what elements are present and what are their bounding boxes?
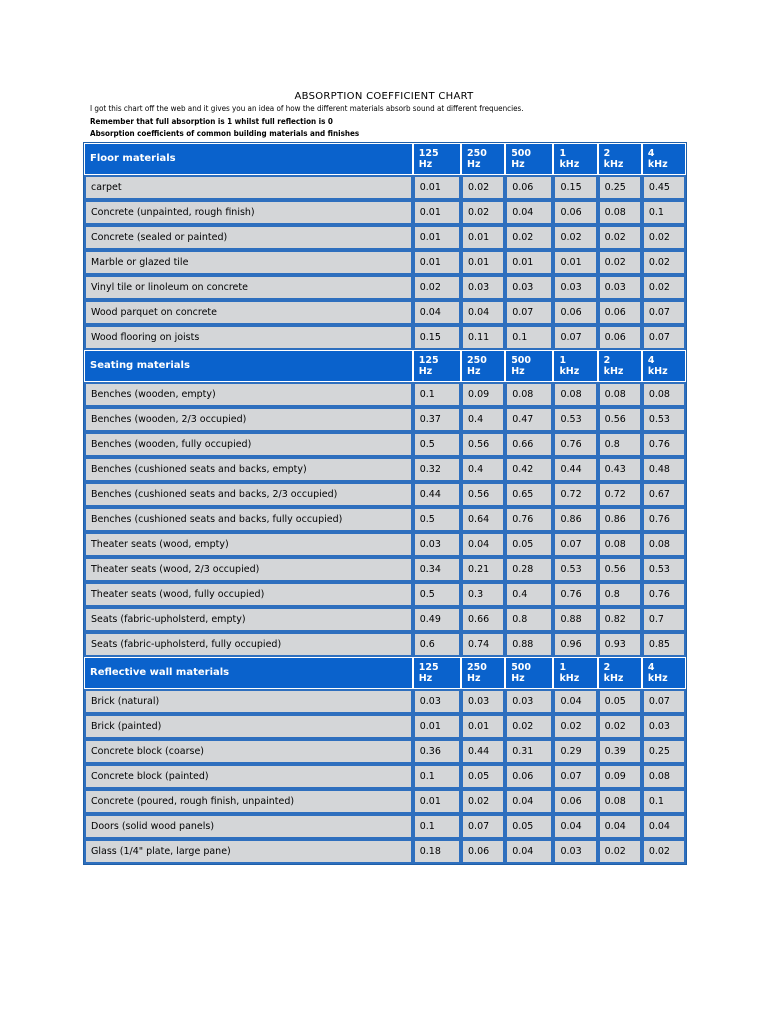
material-name: Doors (solid wood panels) <box>84 814 413 839</box>
frequency-header <box>461 350 505 382</box>
frequency-value: 1 <box>559 147 567 159</box>
coefficient-cell: 0.08 <box>642 532 686 557</box>
coefficient-cell: 0.04 <box>461 300 505 325</box>
coefficient-cell: 0.02 <box>642 839 686 864</box>
intro-line-2: Remember that full absorption is 1 whilst full reflection is 0 <box>90 116 333 126</box>
coefficient-cell: 0.04 <box>553 689 597 714</box>
table-row <box>84 689 686 714</box>
coefficient-cell: 0.03 <box>505 689 553 714</box>
coefficient-cell: 0.37 <box>413 407 461 432</box>
coefficient-cell: 0.32 <box>413 457 461 482</box>
table-row <box>84 607 686 632</box>
frequency-unit: kHz <box>559 366 580 377</box>
material-name: Vinyl tile or linoleum on concrete <box>84 275 413 300</box>
coefficient-cell: 0.76 <box>642 507 686 532</box>
frequency-unit: kHz <box>603 673 624 684</box>
material-name: Concrete (poured, rough finish, unpainted) <box>84 789 413 814</box>
table-row <box>84 175 686 200</box>
frequency-value: 500 <box>511 147 532 159</box>
coefficient-cell: 0.6 <box>413 632 461 657</box>
coefficient-cell: 0.05 <box>461 764 505 789</box>
frequency-value: 125 <box>418 147 439 159</box>
material-name: Marble or glazed tile <box>84 250 413 275</box>
coefficient-cell: 0.02 <box>553 714 597 739</box>
section-title: Seating materials <box>84 350 413 382</box>
frequency-unit: Hz <box>511 159 525 170</box>
coefficient-cell: 0.34 <box>413 557 461 582</box>
coefficient-cell: 0.01 <box>461 225 505 250</box>
section-header-row <box>84 143 686 175</box>
coefficient-cell: 0.02 <box>642 250 686 275</box>
coefficient-cell: 0.04 <box>505 839 553 864</box>
frequency-header <box>553 350 597 382</box>
coefficient-cell: 0.02 <box>505 225 553 250</box>
coefficient-cell: 0.76 <box>642 582 686 607</box>
coefficient-cell: 0.43 <box>598 457 642 482</box>
frequency-unit: Hz <box>511 673 525 684</box>
frequency-unit: kHz <box>647 673 668 684</box>
frequency-unit: Hz <box>418 159 433 170</box>
coefficient-cell: 0.08 <box>598 200 642 225</box>
coefficient-cell: 0.01 <box>413 175 461 200</box>
material-name: Benches (wooden, empty) <box>84 382 413 407</box>
coefficient-cell: 0.08 <box>598 789 642 814</box>
coefficient-cell: 0.36 <box>413 739 461 764</box>
coefficient-cell: 0.03 <box>553 839 597 864</box>
coefficient-cell: 0.03 <box>413 532 461 557</box>
frequency-unit: kHz <box>647 159 668 170</box>
coefficient-cell: 0.53 <box>553 557 597 582</box>
intro-text <box>90 103 524 141</box>
table-row <box>84 714 686 739</box>
coefficient-cell: 0.1 <box>413 814 461 839</box>
material-name: Benches (wooden, fully occupied) <box>84 432 413 457</box>
coefficient-cell: 0.02 <box>598 225 642 250</box>
coefficient-cell: 0.03 <box>598 275 642 300</box>
frequency-unit: Hz <box>418 673 433 684</box>
coefficient-cell: 0.76 <box>505 507 553 532</box>
coefficient-cell: 0.53 <box>553 407 597 432</box>
frequency-value: 2 <box>603 661 611 673</box>
coefficient-cell: 0.03 <box>413 689 461 714</box>
coefficient-cell: 0.01 <box>413 200 461 225</box>
coefficient-cell: 0.07 <box>505 300 553 325</box>
coefficient-cell: 0.02 <box>461 789 505 814</box>
coefficient-cell: 0.07 <box>642 689 686 714</box>
frequency-unit: Hz <box>467 366 481 377</box>
coefficient-cell: 0.07 <box>642 325 686 350</box>
coefficient-cell: 0.04 <box>598 814 642 839</box>
coefficient-cell: 0.82 <box>598 607 642 632</box>
section-header-row <box>84 657 686 689</box>
coefficient-cell: 0.49 <box>413 607 461 632</box>
coefficient-cell: 0.07 <box>461 814 505 839</box>
coefficient-cell: 0.02 <box>505 714 553 739</box>
coefficient-cell: 0.07 <box>553 764 597 789</box>
frequency-value: 4 <box>647 147 655 159</box>
coefficient-cell: 0.1 <box>413 764 461 789</box>
coefficient-cell: 0.8 <box>505 607 553 632</box>
frequency-header <box>598 350 642 382</box>
coefficient-cell: 0.39 <box>598 739 642 764</box>
coefficient-cell: 0.65 <box>505 482 553 507</box>
frequency-header <box>642 350 686 382</box>
frequency-header <box>461 657 505 689</box>
coefficient-cell: 0.03 <box>461 689 505 714</box>
material-name: Wood flooring on joists <box>84 325 413 350</box>
coefficient-cell: 0.08 <box>553 382 597 407</box>
section-title: Reflective wall materials <box>84 657 413 689</box>
frequency-unit: Hz <box>467 673 481 684</box>
coefficient-cell: 0.1 <box>642 789 686 814</box>
coefficient-cell: 0.03 <box>505 275 553 300</box>
coefficient-cell: 0.8 <box>598 582 642 607</box>
coefficient-cell: 0.44 <box>553 457 597 482</box>
table-row <box>84 300 686 325</box>
material-name: Benches (cushioned seats and backs, 2/3 occupied) <box>84 482 413 507</box>
coefficient-cell: 0.01 <box>413 250 461 275</box>
coefficient-cell: 0.76 <box>553 582 597 607</box>
frequency-value: 250 <box>467 354 487 366</box>
frequency-header <box>505 143 553 175</box>
frequency-value: 500 <box>511 661 532 673</box>
frequency-header <box>553 143 597 175</box>
material-name: Seats (fabric-upholsterd, empty) <box>84 607 413 632</box>
coefficient-cell: 0.3 <box>461 582 505 607</box>
table-row <box>84 557 686 582</box>
coefficient-cell: 0.04 <box>505 200 553 225</box>
frequency-value: 250 <box>467 147 487 159</box>
coefficient-cell: 0.02 <box>598 714 642 739</box>
frequency-value: 1 <box>559 354 567 366</box>
frequency-header <box>461 143 505 175</box>
coefficient-cell: 0.05 <box>505 814 553 839</box>
frequency-value: 2 <box>603 147 611 159</box>
coefficient-cell: 0.03 <box>461 275 505 300</box>
coefficient-cell: 0.56 <box>598 407 642 432</box>
coefficient-cell: 0.53 <box>642 557 686 582</box>
coefficient-cell: 0.02 <box>461 175 505 200</box>
intro-line-3: Absorption coefficients of common building materials and finishes <box>90 129 360 138</box>
coefficient-cell: 0.04 <box>413 300 461 325</box>
table-row <box>84 325 686 350</box>
coefficient-cell: 0.76 <box>642 432 686 457</box>
coefficient-cell: 0.56 <box>461 432 505 457</box>
coefficient-cell: 0.09 <box>461 382 505 407</box>
frequency-header <box>598 657 642 689</box>
coefficient-cell: 0.86 <box>553 507 597 532</box>
coefficient-cell: 0.18 <box>413 839 461 864</box>
coefficient-cell: 0.06 <box>505 764 553 789</box>
coefficient-cell: 0.1 <box>413 382 461 407</box>
coefficient-cell: 0.03 <box>553 275 597 300</box>
coefficient-cell: 0.76 <box>553 432 597 457</box>
material-name: Brick (painted) <box>84 714 413 739</box>
frequency-header <box>553 657 597 689</box>
coefficient-cell: 0.01 <box>461 250 505 275</box>
coefficient-cell: 0.09 <box>598 764 642 789</box>
coefficient-cell: 0.06 <box>598 325 642 350</box>
material-name: Concrete block (painted) <box>84 764 413 789</box>
coefficient-cell: 0.48 <box>642 457 686 482</box>
coefficient-cell: 0.4 <box>461 457 505 482</box>
frequency-header <box>413 657 461 689</box>
coefficient-cell: 0.08 <box>642 764 686 789</box>
frequency-unit: kHz <box>559 159 580 170</box>
coefficient-cell: 0.74 <box>461 632 505 657</box>
frequency-unit: kHz <box>559 673 580 684</box>
coefficient-cell: 0.05 <box>505 532 553 557</box>
coefficient-cell: 0.05 <box>598 689 642 714</box>
coefficient-cell: 0.11 <box>461 325 505 350</box>
coefficient-cell: 0.85 <box>642 632 686 657</box>
coefficient-cell: 0.06 <box>553 789 597 814</box>
coefficient-cell: 0.56 <box>598 557 642 582</box>
section-header-row <box>84 350 686 382</box>
frequency-header <box>642 143 686 175</box>
frequency-header <box>598 143 642 175</box>
coefficient-cell: 0.66 <box>461 607 505 632</box>
table-row <box>84 275 686 300</box>
table-row <box>84 225 686 250</box>
table-row <box>84 407 686 432</box>
table-row <box>84 789 686 814</box>
table-row <box>84 764 686 789</box>
coefficient-cell: 0.04 <box>505 789 553 814</box>
frequency-value: 500 <box>511 354 532 366</box>
frequency-value: 4 <box>647 661 655 673</box>
coefficient-cell: 0.06 <box>598 300 642 325</box>
coefficient-cell: 0.15 <box>413 325 461 350</box>
coefficient-cell: 0.88 <box>505 632 553 657</box>
coefficient-cell: 0.06 <box>461 839 505 864</box>
material-name: Benches (wooden, 2/3 occupied) <box>84 407 413 432</box>
coefficient-cell: 0.07 <box>642 300 686 325</box>
coefficient-cell: 0.53 <box>642 407 686 432</box>
coefficient-cell: 0.44 <box>461 739 505 764</box>
coefficient-cell: 0.45 <box>642 175 686 200</box>
coefficient-cell: 0.8 <box>598 432 642 457</box>
coefficient-cell: 0.1 <box>642 200 686 225</box>
material-name: Wood parquet on concrete <box>84 300 413 325</box>
table-row <box>84 250 686 275</box>
coefficient-cell: 0.02 <box>598 250 642 275</box>
coefficient-cell: 0.07 <box>553 325 597 350</box>
frequency-value: 1 <box>559 661 567 673</box>
coefficient-cell: 0.15 <box>553 175 597 200</box>
coefficient-cell: 0.06 <box>505 175 553 200</box>
coefficient-cell: 0.5 <box>413 432 461 457</box>
coefficient-cell: 0.56 <box>461 482 505 507</box>
material-name: Concrete (sealed or painted) <box>84 225 413 250</box>
frequency-unit: kHz <box>603 159 624 170</box>
coefficient-cell: 0.47 <box>505 407 553 432</box>
table-row <box>84 382 686 407</box>
table-row <box>84 739 686 764</box>
coefficient-cell: 0.4 <box>505 582 553 607</box>
coefficient-cell: 0.02 <box>413 275 461 300</box>
frequency-header <box>505 350 553 382</box>
coefficient-cell: 0.5 <box>413 507 461 532</box>
material-name: Glass (1/4" plate, large pane) <box>84 839 413 864</box>
coefficient-cell: 0.07 <box>553 532 597 557</box>
coefficient-cell: 0.08 <box>598 382 642 407</box>
coefficient-cell: 0.02 <box>598 839 642 864</box>
material-name: Brick (natural) <box>84 689 413 714</box>
table-row <box>84 457 686 482</box>
coefficient-cell: 0.31 <box>505 739 553 764</box>
table-row <box>84 200 686 225</box>
coefficient-cell: 0.66 <box>505 432 553 457</box>
coefficient-cell: 0.86 <box>598 507 642 532</box>
frequency-unit: Hz <box>467 159 481 170</box>
table-row <box>84 507 686 532</box>
coefficient-cell: 0.64 <box>461 507 505 532</box>
coefficient-cell: 0.04 <box>553 814 597 839</box>
coefficient-cell: 0.08 <box>505 382 553 407</box>
coefficient-cell: 0.02 <box>642 275 686 300</box>
table-row <box>84 532 686 557</box>
coefficient-cell: 0.25 <box>598 175 642 200</box>
table-row <box>84 582 686 607</box>
coefficient-cell: 0.01 <box>413 789 461 814</box>
coefficient-cell: 0.02 <box>642 225 686 250</box>
coefficient-cell: 0.01 <box>413 225 461 250</box>
coefficient-cell: 0.7 <box>642 607 686 632</box>
frequency-header <box>642 657 686 689</box>
material-name: Theater seats (wood, fully occupied) <box>84 582 413 607</box>
coefficient-cell: 0.01 <box>553 250 597 275</box>
frequency-unit: kHz <box>647 366 668 377</box>
material-name: carpet <box>84 175 413 200</box>
frequency-header <box>505 657 553 689</box>
frequency-unit: Hz <box>418 366 433 377</box>
frequency-value: 250 <box>467 661 487 673</box>
coefficient-cell: 0.28 <box>505 557 553 582</box>
coefficient-cell: 0.93 <box>598 632 642 657</box>
coefficient-cell: 0.01 <box>461 714 505 739</box>
table-row <box>84 814 686 839</box>
absorption-table <box>83 142 687 865</box>
section-title: Floor materials <box>84 143 413 175</box>
coefficient-cell: 0.02 <box>553 225 597 250</box>
table-row <box>84 432 686 457</box>
coefficient-cell: 0.02 <box>461 200 505 225</box>
coefficient-cell: 0.06 <box>553 200 597 225</box>
frequency-unit: Hz <box>511 366 525 377</box>
coefficient-cell: 0.72 <box>598 482 642 507</box>
coefficient-cell: 0.67 <box>642 482 686 507</box>
coefficient-cell: 0.42 <box>505 457 553 482</box>
intro-line-1: I got this chart off the web and it gives you an idea of how the different materials absorb sound at different frequencies. <box>90 104 524 113</box>
coefficient-cell: 0.96 <box>553 632 597 657</box>
material-name: Theater seats (wood, empty) <box>84 532 413 557</box>
frequency-value: 4 <box>647 354 655 366</box>
table-row <box>84 632 686 657</box>
coefficient-cell: 0.88 <box>553 607 597 632</box>
material-name: Concrete (unpainted, rough finish) <box>84 200 413 225</box>
frequency-value: 2 <box>603 354 611 366</box>
frequency-header <box>413 143 461 175</box>
table-row <box>84 839 686 864</box>
material-name: Theater seats (wood, 2/3 occupied) <box>84 557 413 582</box>
frequency-unit: kHz <box>603 366 624 377</box>
table-row <box>84 482 686 507</box>
material-name: Benches (cushioned seats and backs, empty) <box>84 457 413 482</box>
material-name: Seats (fabric-upholsterd, fully occupied) <box>84 632 413 657</box>
coefficient-cell: 0.21 <box>461 557 505 582</box>
coefficient-cell: 0.04 <box>461 532 505 557</box>
coefficient-cell: 0.29 <box>553 739 597 764</box>
coefficient-cell: 0.06 <box>553 300 597 325</box>
coefficient-cell: 0.5 <box>413 582 461 607</box>
coefficient-cell: 0.03 <box>642 714 686 739</box>
frequency-value: 125 <box>418 661 439 673</box>
material-name: Benches (cushioned seats and backs, fully occupied) <box>84 507 413 532</box>
coefficient-cell: 0.4 <box>461 407 505 432</box>
coefficient-cell: 0.01 <box>413 714 461 739</box>
page-title: ABSORPTION COEFFICIENT CHART <box>294 91 474 102</box>
coefficient-cell: 0.08 <box>598 532 642 557</box>
coefficient-cell: 0.1 <box>505 325 553 350</box>
coefficient-cell: 0.25 <box>642 739 686 764</box>
frequency-value: 125 <box>418 354 439 366</box>
coefficient-cell: 0.01 <box>505 250 553 275</box>
coefficient-cell: 0.04 <box>642 814 686 839</box>
frequency-header <box>413 350 461 382</box>
material-name: Concrete block (coarse) <box>84 739 413 764</box>
coefficient-cell: 0.08 <box>642 382 686 407</box>
coefficient-cell: 0.44 <box>413 482 461 507</box>
coefficient-cell: 0.72 <box>553 482 597 507</box>
